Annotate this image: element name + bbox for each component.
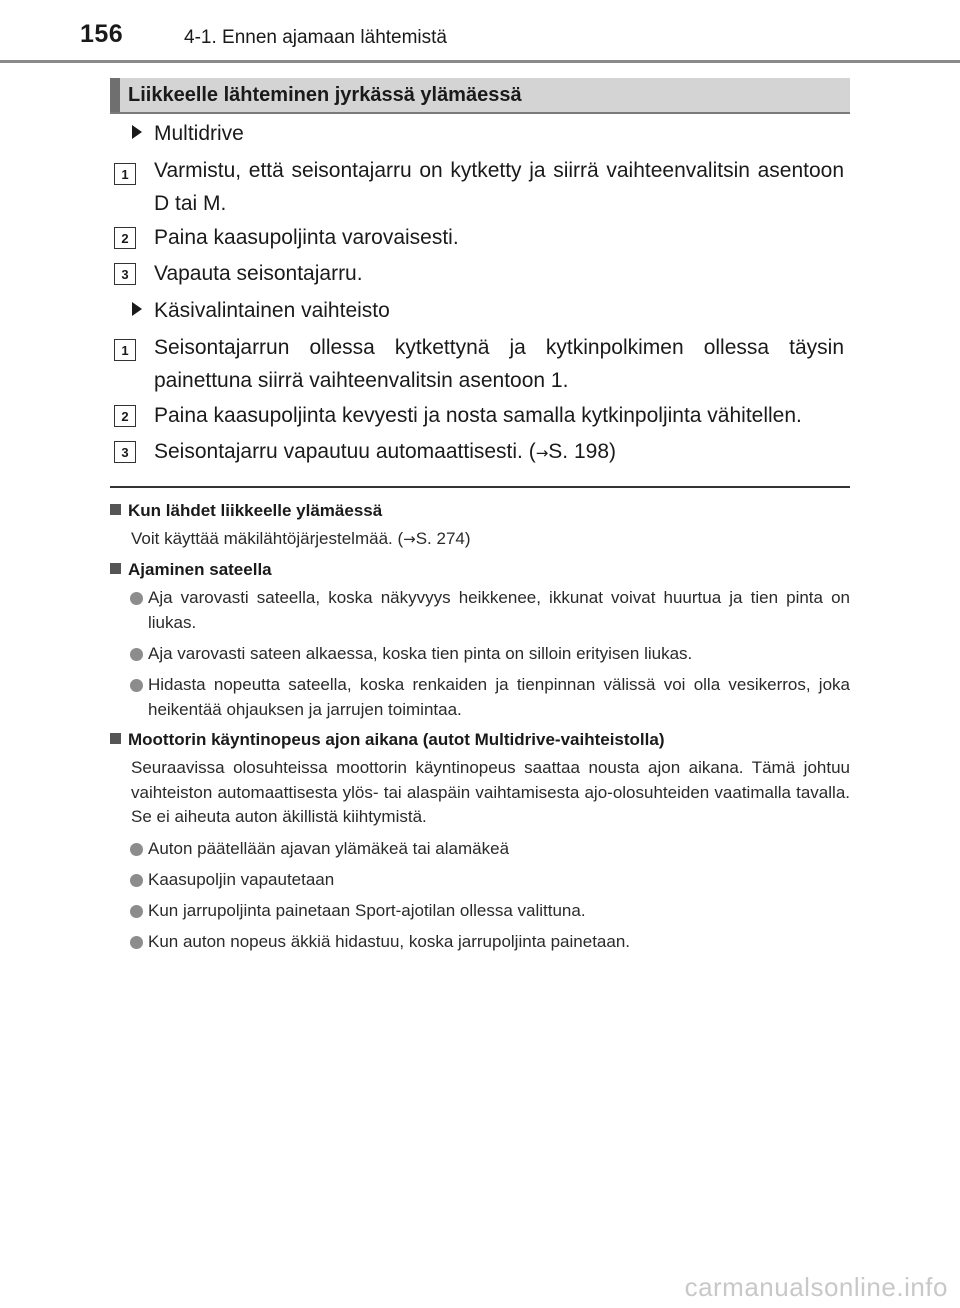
- bullet-text: Hidasta nopeutta sateella, koska renkaiden ja tienpinnan välissä voi olla vesikerros, joka heikentää ohjauksen ja jarrujen toimintaa.: [148, 675, 850, 719]
- note-paragraph: Seuraavissa olosuhteissa moottorin käyntinopeus saattaa nousta ajon aikana. Tämä johtuu vaihteiston automaattisesta ylös- tai alaspäin vaihtamisesta ajo-olosuhteiden vaatimalla tavalla. Se ei aiheuta auton äkillistä kiihtymistä.: [131, 758, 850, 826]
- triangle-bullet-icon: [132, 125, 142, 139]
- bullet-text: Aja varovasti sateella, koska näkyvyys heikkenee, ikkunat voivat huurtua ja tien pinta on liukas.: [148, 588, 850, 632]
- step-number-badge: 2: [114, 227, 136, 249]
- round-bullet-icon: [130, 905, 143, 918]
- section-title: Liikkeelle lähteminen jyrkässä ylämäessä: [128, 84, 522, 106]
- round-bullet-icon: [130, 679, 143, 692]
- watermark: carmanualsonline.info: [684, 1272, 948, 1302]
- step-text: Vapauta seisontajarru.: [154, 262, 363, 285]
- note-heading-rpm: [110, 729, 665, 751]
- square-bullet-icon: [110, 504, 121, 515]
- bullet-text: Auton päätellään ajavan ylämäkeä tai alamäkeä: [148, 839, 510, 858]
- triangle-bullet-icon: [132, 302, 142, 316]
- note-heading-rain: [110, 559, 272, 581]
- chapter-title: 4-1. Ennen ajamaan lähtemistä: [184, 27, 447, 48]
- bullet-text: Aja varovasti sateen alkaessa, koska tien pinta on silloin erityisen liukas.: [148, 644, 693, 663]
- section-title-bar: [110, 78, 120, 112]
- note-text: [131, 527, 850, 552]
- page-header: [0, 0, 960, 66]
- step-text-part: Seisontajarru vapautuu automaattisesti. (: [154, 440, 536, 463]
- page-reference[interactable]: S. 274): [415, 529, 471, 548]
- subheading-multidrive: [132, 119, 244, 149]
- step-text: Varmistu, että seisontajarru on kytketty ja siirrä vaihteenvalitsin asentoon D tai M.: [154, 159, 844, 215]
- arrow-right-icon: →: [403, 530, 416, 548]
- round-bullet-icon: [130, 936, 143, 949]
- note-heading-label: Kun lähdet liikkeelle ylämäessä: [128, 501, 383, 520]
- round-bullet-icon: [130, 843, 143, 856]
- step-text: Paina kaasupoljinta varovaisesti.: [154, 226, 459, 249]
- subheading-manual: [132, 296, 390, 326]
- bullet-text: Kaasupoljin vapautetaan: [148, 870, 335, 889]
- round-bullet-icon: [130, 648, 143, 661]
- round-bullet-icon: [130, 592, 143, 605]
- bullet-text: Kun auton nopeus äkkiä hidastuu, koska jarrupoljinta painetaan.: [148, 932, 631, 951]
- section-divider: [110, 486, 850, 488]
- step-text: Seisontajarrun ollessa kytkettynä ja kytkinpolkimen ollessa täysin painettuna siirrä vaihteenvalitsin asentoon 1.: [154, 336, 844, 392]
- square-bullet-icon: [110, 733, 121, 744]
- section-title-box: [110, 78, 850, 114]
- note-heading-label: Ajaminen sateella: [128, 560, 272, 579]
- subheading-label: Multidrive: [154, 122, 244, 145]
- note-heading-label: Moottorin käyntinopeus ajon aikana (autot Multidrive-vaihteistolla): [128, 730, 665, 749]
- note-text-part: Voit käyttää mäkilähtöjärjestelmää. (: [131, 529, 404, 548]
- page-reference[interactable]: S. 198): [548, 440, 617, 463]
- round-bullet-icon: [130, 874, 143, 887]
- square-bullet-icon: [110, 563, 121, 574]
- step-number-badge: 2: [114, 405, 136, 427]
- step-number-badge: 1: [114, 163, 136, 185]
- header-rule: [0, 60, 960, 63]
- note-heading-uphill: [110, 500, 382, 522]
- step-number-badge: 3: [114, 263, 136, 285]
- page-number: 156: [80, 20, 124, 48]
- arrow-right-icon: →: [535, 444, 549, 462]
- subheading-label: Käsivalintainen vaihteisto: [154, 299, 390, 322]
- step-text: Paina kaasupoljinta kevyesti ja nosta samalla kytkinpoljinta vähitellen.: [154, 404, 802, 427]
- step-number-badge: 3: [114, 441, 136, 463]
- bullet-text: Kun jarrupoljinta painetaan Sport-ajotilan ollessa valittuna.: [148, 901, 586, 920]
- step-text: [154, 435, 844, 470]
- step-number-badge: 1: [114, 339, 136, 361]
